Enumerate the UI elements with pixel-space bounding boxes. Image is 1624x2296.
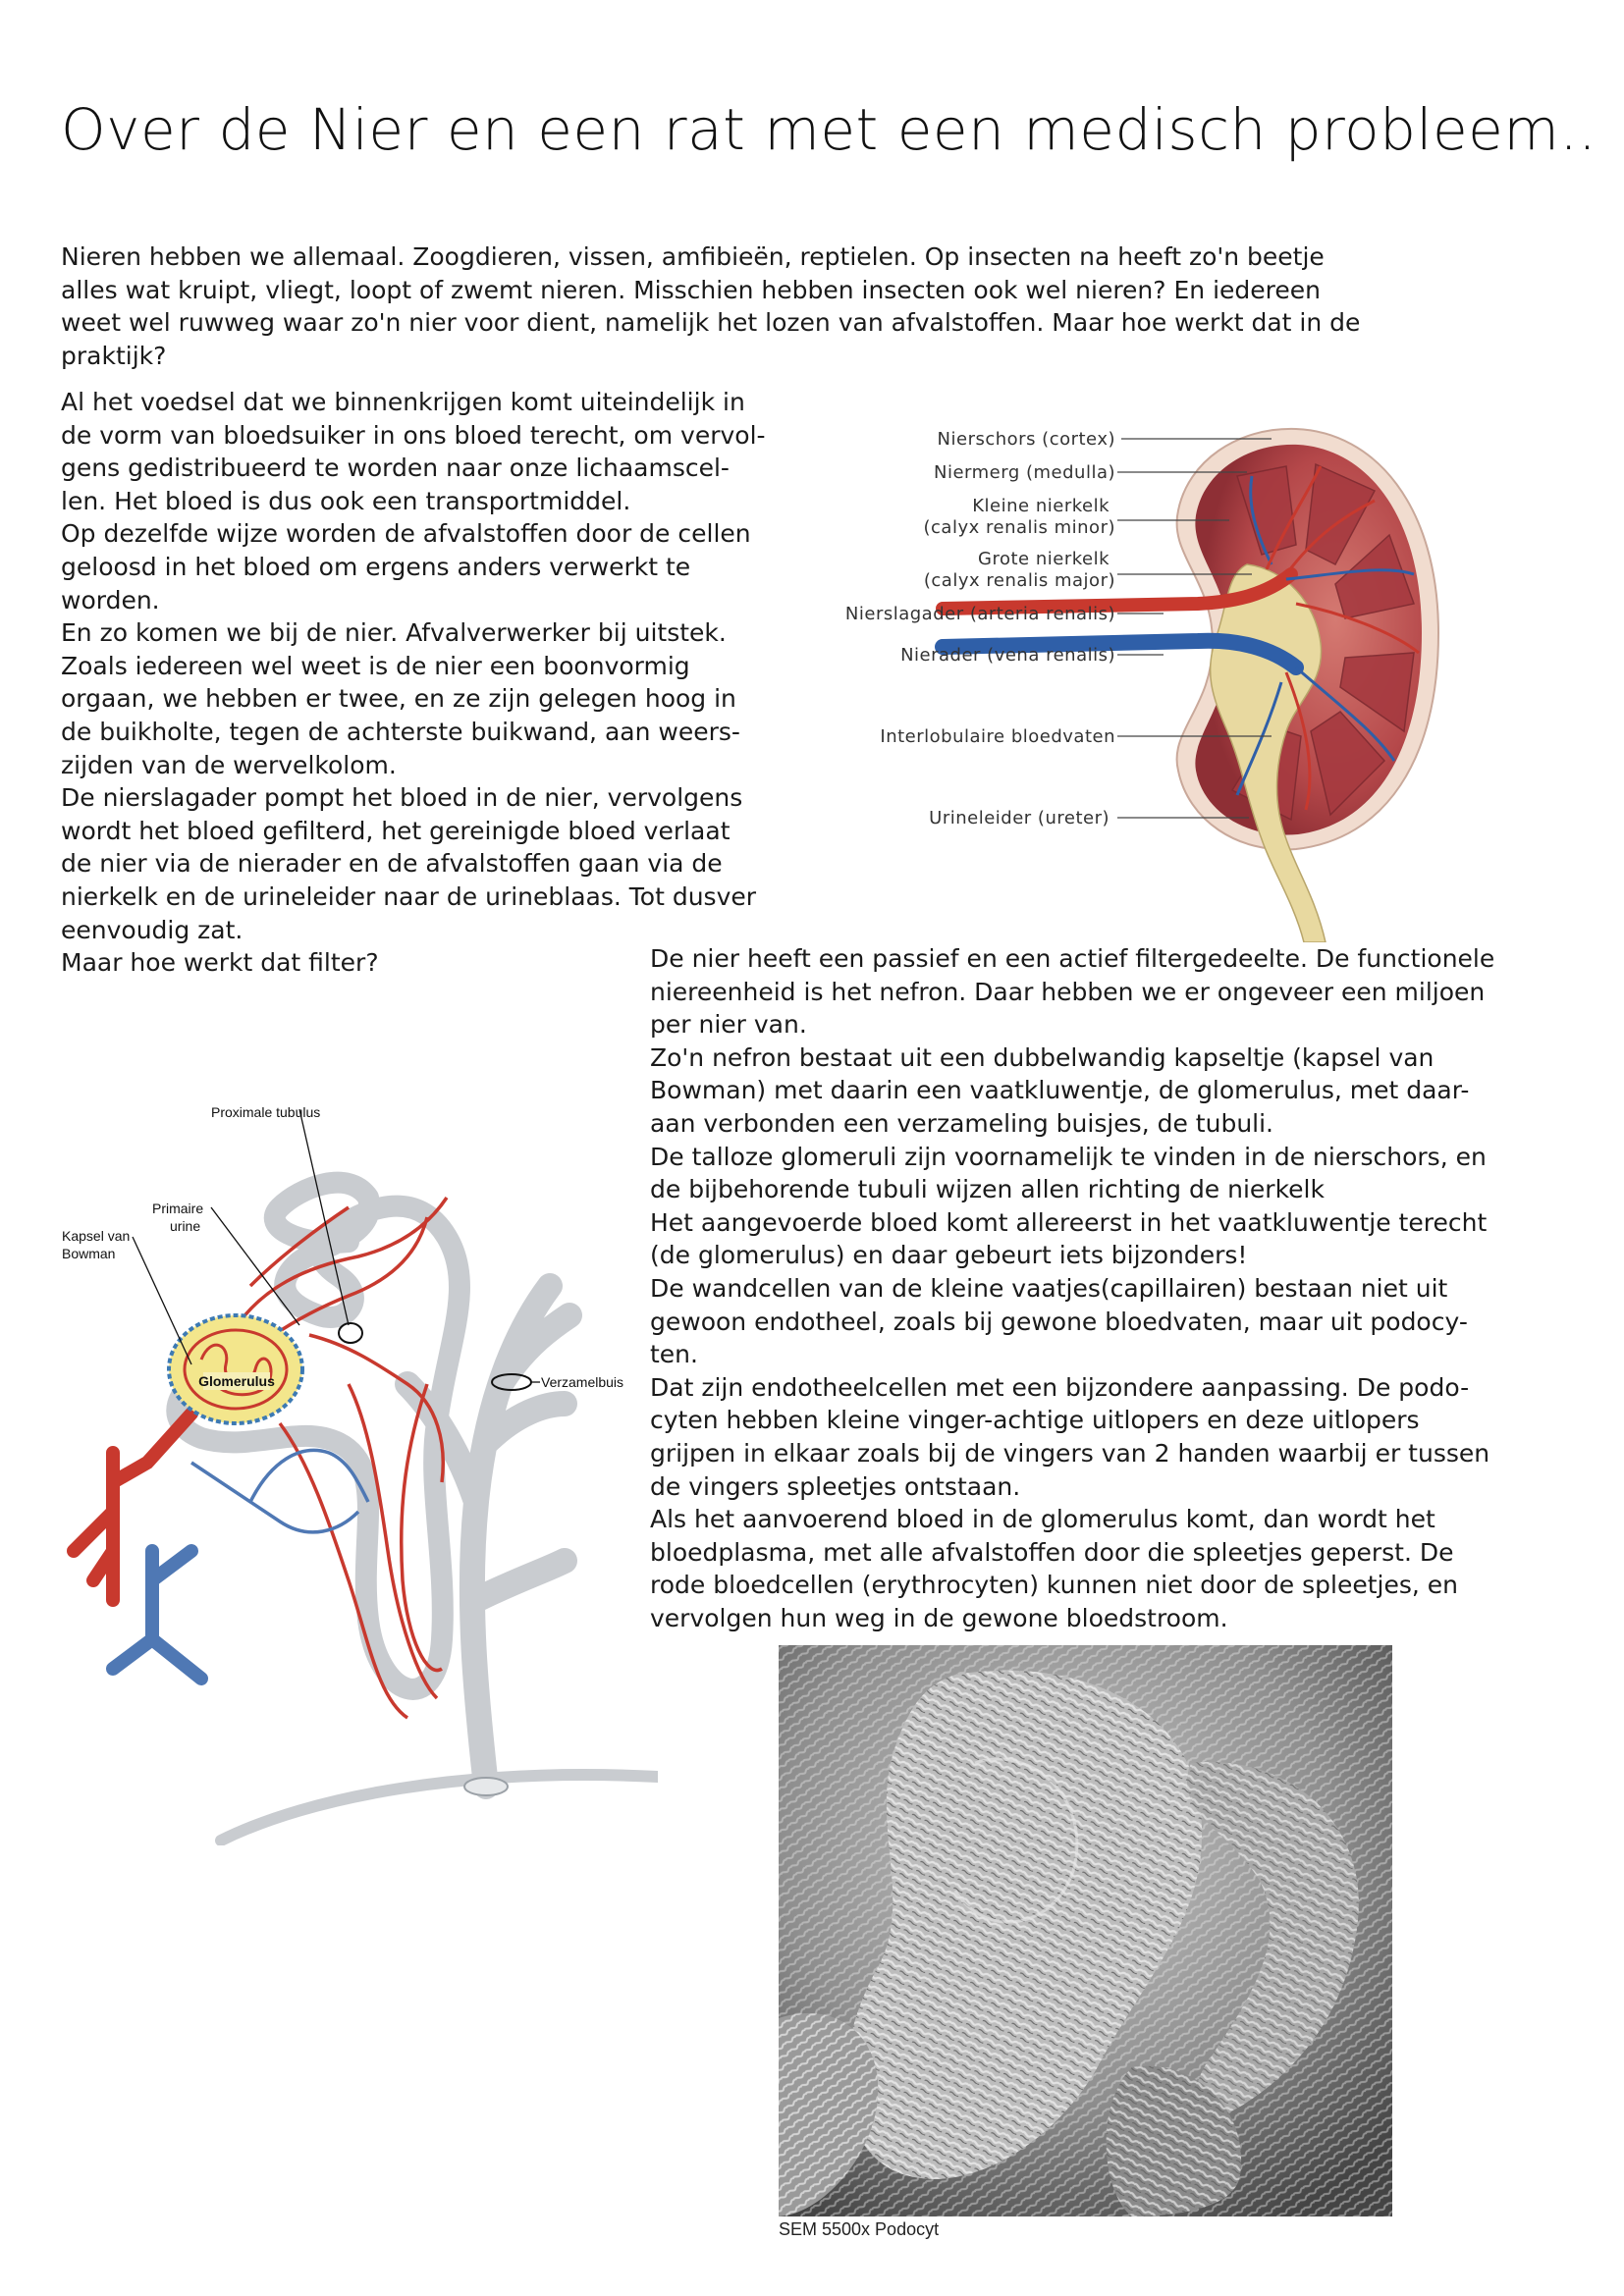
text-line: De wandcellen van de kleine vaatjes(capillairen) bestaan niet uit xyxy=(650,1273,1448,1303)
collecting-duct-opening xyxy=(464,1778,508,1795)
text-line: weet wel ruwweg waar zo'n nier voor dient, namelijk het lozen van afvalstoffen. Maar hoe werkt dat in de xyxy=(61,308,1361,338)
text-line: cyten hebben kleine vinger-achtige uitlopers en deze uitlopers xyxy=(650,1406,1420,1435)
label-minor-calyx-latin: (calyx renalis minor) xyxy=(923,517,1115,538)
text-line: (de glomerulus) en daar gebeurt iets bijzonders! xyxy=(650,1241,1248,1270)
text-line: Als het aanvoerend bloed in de glomerulus komt, dan wordt het xyxy=(650,1505,1435,1534)
text-line: De talloze glomeruli zijn voornamelijk te vinden in de nierschors, en xyxy=(650,1142,1487,1171)
text-line: de nier via de nierader en de afvalstoffen gaan via de xyxy=(61,849,723,879)
tubule-loop xyxy=(177,1183,460,1689)
text-line: alles wat kruipt, vliegt, loopt of zwemt nieren. Misschien hebben insecten ook wel nieren? En iedereen xyxy=(61,275,1321,304)
text-line: aan verbonden een verzameling buisjes, de tubuli. xyxy=(650,1108,1273,1138)
label-major-calyx: Grote nierkelk xyxy=(978,549,1110,569)
text-line: ten. xyxy=(650,1340,698,1369)
text-line: Bowman) met daarin een vaatkluwentje, de glomerulus, met daar- xyxy=(650,1076,1470,1105)
kidney-diagram xyxy=(825,407,1443,942)
proximal-marker xyxy=(339,1323,362,1343)
text-line: zijden van de wervelkolom. xyxy=(61,750,397,779)
label-glomerulus: Glomerulus xyxy=(198,1373,275,1389)
label-interlobular: Interlobulaire bloedvaten xyxy=(880,726,1115,747)
text-line: Op dezelfde wijze worden de afvalstoffen door de cellen xyxy=(61,519,751,549)
text-line: nierkelk en de urineleider naar de urineblaas. Tot dusver xyxy=(61,881,757,911)
nephron-diagram xyxy=(54,1090,658,1845)
text-line: En zo komen we bij de nier. Afvalverwerker bij uitstek. xyxy=(61,618,727,648)
label-medulla: Niermerg (medulla) xyxy=(934,462,1115,483)
label-bowman-capsule-2: Bowman xyxy=(62,1246,116,1261)
efferent-vein xyxy=(113,1551,201,1679)
sem-podocyte-image xyxy=(779,1645,1392,2216)
sem-caption: SEM 5500x Podocyt xyxy=(779,2219,940,2239)
text-line: de bijbehorende tubuli wijzen allen richting de nierkelk xyxy=(650,1175,1325,1204)
label-cortex: Nierschors (cortex) xyxy=(937,429,1115,450)
label-renal-artery: Nierslagader (arteria renalis) xyxy=(844,604,1115,624)
left-column-text xyxy=(61,386,837,980)
text-line: De nierslagader pompt het bloed in de nier, vervolgens xyxy=(61,783,743,813)
text-line: eenvoudig zat. xyxy=(61,915,244,944)
text-line: bloedplasma, met alle afvalstoffen door die spleetjes geperst. De xyxy=(650,1537,1454,1567)
text-line: De nier heeft een passief en een actief filtergedeelte. De functionele xyxy=(650,944,1495,973)
text-line: Maar hoe werkt dat filter? xyxy=(61,948,379,978)
page-title: Over de Nier en een rat met een medisch probleem.. xyxy=(61,96,1597,163)
label-proximal-tubulus: Proximale tubulus xyxy=(211,1104,321,1120)
text-line: de buikholte, tegen de achterste buikwand, aan weers- xyxy=(61,717,740,746)
text-line: rode bloedcellen (erythrocyten) kunnen niet door de spleetjes, en xyxy=(650,1571,1459,1600)
text-line: de vingers spleetjes ontstaan. xyxy=(650,1471,1021,1501)
text-line: Al het voedsel dat we binnenkrijgen komt uiteindelijk in xyxy=(61,388,745,416)
text-line: gens gedistribueerd te worden naar onze lichaamscel- xyxy=(61,454,730,483)
text-line: gewoon endotheel, zoals bij gewone bloedvaten, maar uit podocy- xyxy=(650,1307,1468,1336)
text-line: Zoals iedereen wel weet is de nier een boonvormig xyxy=(61,651,690,680)
label-collecting-duct: Verzamelbuis xyxy=(541,1374,624,1390)
label-ureter: Urineleider (ureter) xyxy=(929,808,1110,828)
text-line: Dat zijn endotheelcellen met een bijzondere aanpassing. De podo- xyxy=(650,1372,1470,1402)
text-line: de vorm van bloedsuiker in ons bloed terecht, om vervol- xyxy=(61,420,766,450)
tissue-base xyxy=(221,1775,658,1841)
text-line: wordt het bloed gefilterd, het gereinigde bloed verlaat xyxy=(61,816,731,845)
text-line: praktijk? xyxy=(61,341,167,370)
text-line: orgaan, we hebben er twee, en ze zijn gelegen hoog in xyxy=(61,684,736,714)
text-line: niereenheid is het nefron. Daar hebben we er ongeveer een miljoen xyxy=(650,977,1486,1006)
sem-texture xyxy=(779,1645,1392,2216)
text-line: geloosd in het bloed om ergens anders verwerkt te xyxy=(61,552,691,581)
text-line: vervolgen hun weg in de gewone bloedstroom. xyxy=(650,1603,1228,1632)
text-line: len. Het bloed is dus ook een transportmiddel. xyxy=(61,486,631,515)
label-major-calyx-latin: (calyx renalis major) xyxy=(923,570,1115,591)
label-primary-urine: Primaire xyxy=(152,1201,204,1216)
text-line: Nieren hebben we allemaal. Zoogdieren, vissen, amfibieën, reptielen. Op insecten na heeft zo'n beetje xyxy=(61,242,1325,271)
text-line: worden. xyxy=(61,585,160,614)
label-renal-vein: Nierader (vena renalis) xyxy=(900,645,1115,666)
right-column-text xyxy=(650,942,1583,1634)
intro-paragraph xyxy=(61,240,1475,372)
text-line: Zo'n nefron bestaat uit een dubbelwandig kapseltje (kapsel van xyxy=(650,1042,1435,1072)
text-line: grijpen in elkaar zoals bij de vingers van 2 handen waarbij er tussen xyxy=(650,1438,1490,1468)
text-line: Het aangevoerde bloed komt allereerst in het vaatkluwentje terecht xyxy=(650,1207,1488,1237)
text-line: per nier van. xyxy=(650,1010,807,1040)
label-primary-urine-2: urine xyxy=(170,1218,201,1234)
label-minor-calyx: Kleine nierkelk xyxy=(972,496,1110,516)
label-bowman-capsule: Kapsel van xyxy=(62,1228,131,1244)
